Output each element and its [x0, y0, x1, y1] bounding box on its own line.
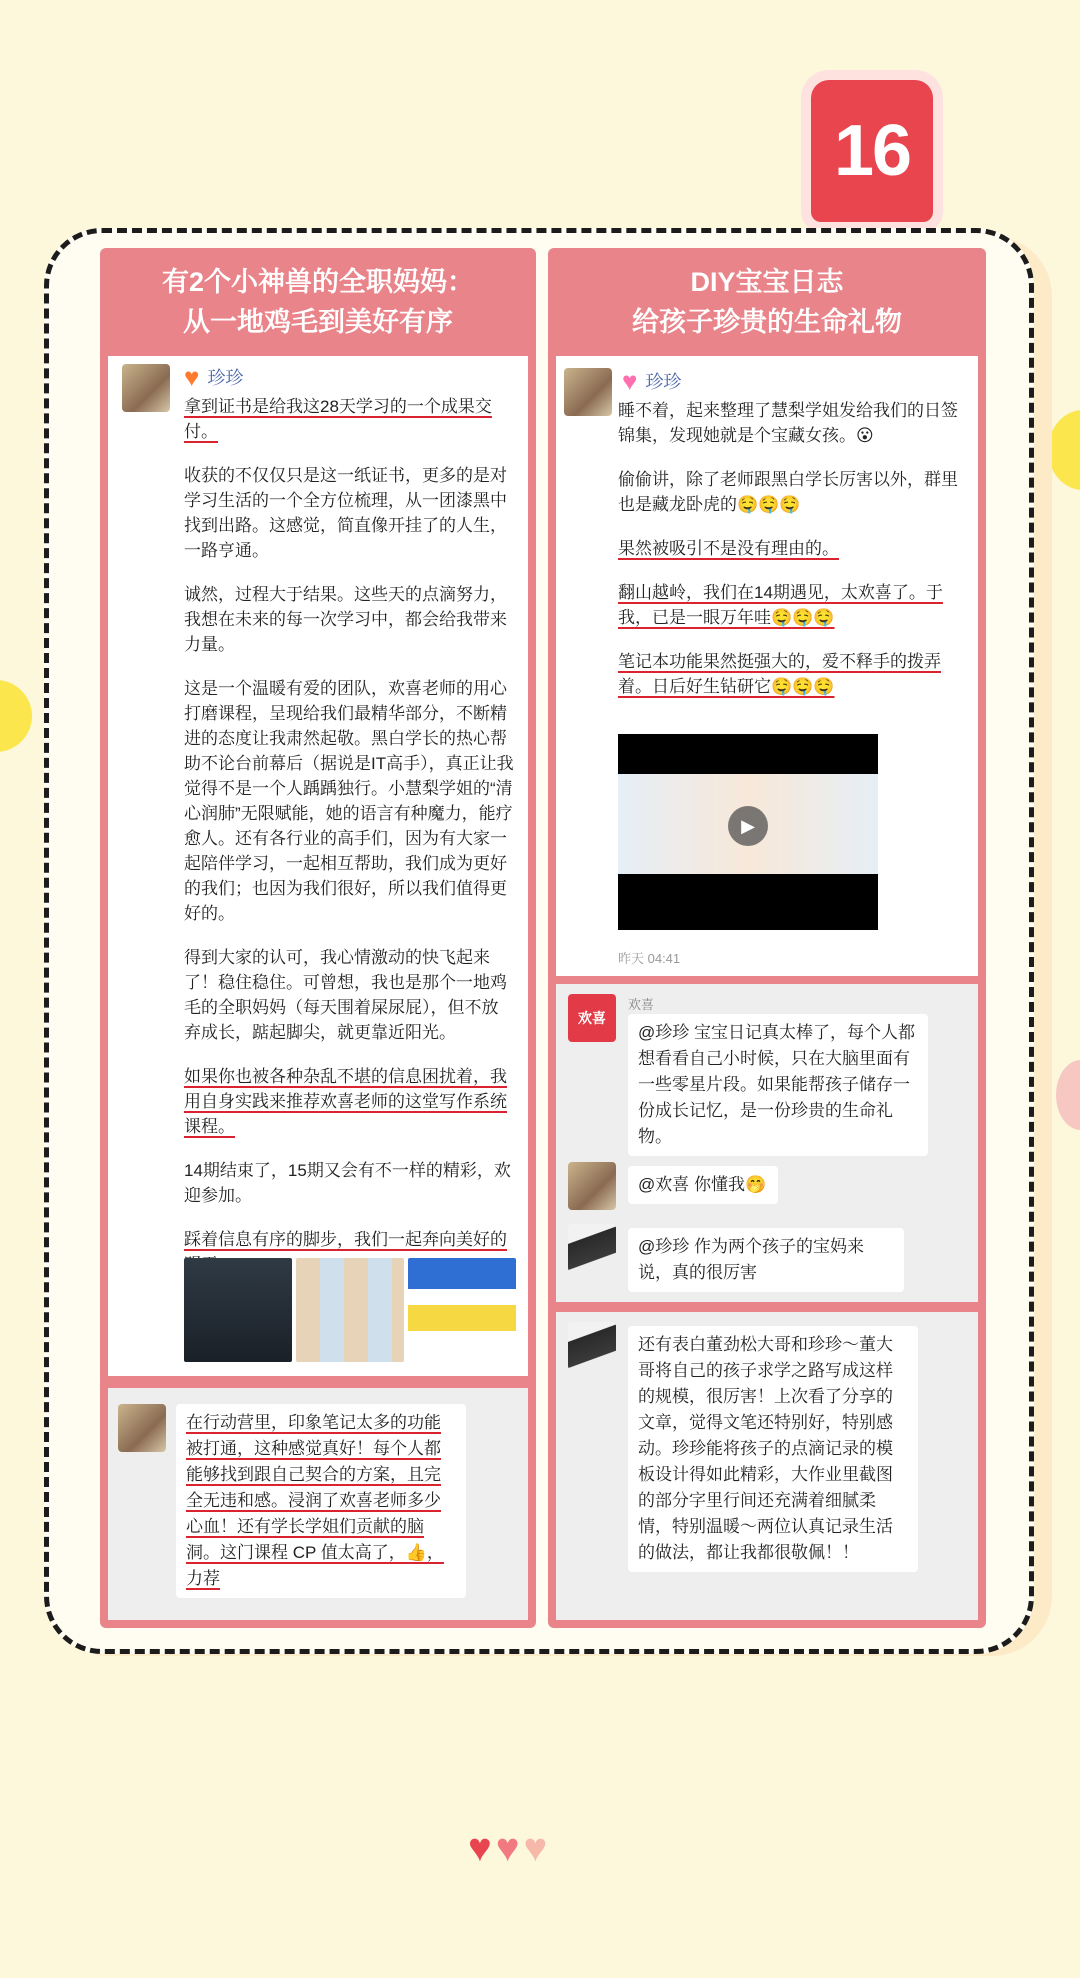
avatar[interactable] [122, 364, 170, 412]
footer-hearts [468, 1828, 547, 1868]
post-paragraph: 如果你也被各种杂乱不堪的信息困扰着，我用自身实践来推荐欢喜老师的这堂写作系统课程。 [184, 1067, 507, 1136]
right-column [548, 248, 986, 1628]
heart-icon: ♥ [622, 366, 638, 396]
chat-sender-name: 欢喜 [628, 997, 655, 1012]
deco-circle-right-pink [1056, 1060, 1080, 1130]
left-header-line1: 有2个小神兽的全职妈妈： [161, 267, 474, 297]
post-paragraph: 偷偷讲，除了老师跟黑白学长厉害以外，群里也是藏龙卧虎的🤤🤤🤤 [618, 470, 958, 514]
group-photos-thumbnail[interactable] [296, 1258, 404, 1362]
post-paragraph: 诚然，过程大于结果。这些天的点滴努力，我想在未来的每一次学习中，都会给我带来力量。 [184, 585, 507, 654]
left-chat-panel [108, 1388, 528, 1620]
heart-icon: ♥ [184, 362, 200, 392]
right-chat-panel-2 [556, 1312, 978, 1620]
left-column-header [100, 248, 536, 348]
chat-bubble: 还有表白董劲松大哥和珍珍～董大哥将自己的孩子求学之路写成这样的规模，很厉害！上次看了分享的文章，觉得文笔还特别好，特别感动。珍珍能将孩子的点滴记录的模板设计得如此精彩，大作业里截图的部分字里行间还充满着细腻柔情，特别温暖～两位认真记录生活的做法，都让我都很敬佩！！ [628, 1326, 918, 1572]
right-chat-panel [556, 984, 978, 1302]
post-timestamp: 昨天 04:41 [618, 951, 681, 966]
author-name[interactable]: 珍珍 [207, 368, 244, 388]
right-post-text [618, 398, 968, 718]
post-paragraph: 踩着信息有序的脚步，我们一起奔向美好的 [184, 1230, 507, 1249]
chat-bubble: @珍珍 作为两个孩子的宝妈来说，真的很厉害 [628, 1228, 904, 1292]
right-header-line2: 给孩子珍贵的生命礼物 [632, 307, 902, 337]
heart-icon: ♥ [468, 1826, 492, 1870]
chat-bubble: @珍珍 宝宝日记真太棒了，每个人都想看看自己小时候，只在大脑里面有一些零星片段。如果能帮孩子储存一份成长记忆，是一份珍贵的生命礼物。 [628, 1014, 928, 1156]
heart-icon: ♥ [495, 1826, 520, 1870]
right-post-card [556, 356, 978, 976]
poster-thumbnail[interactable] [408, 1258, 516, 1362]
deco-circle-left [0, 680, 32, 752]
certificate-thumbnail[interactable] [184, 1258, 292, 1362]
post-author [622, 368, 681, 394]
avatar[interactable] [568, 1224, 616, 1272]
left-header-line2: 从一地鸡毛到美好有序 [183, 307, 453, 337]
post-paragraph: 果然被吸引不是没有理由的。 [618, 539, 839, 558]
right-column-header [548, 248, 986, 348]
page-number-badge: 16 [811, 80, 933, 222]
chat-bubble: 在行动营里，印象笔记太多的功能被打通，这种感觉真好！每个人都能够找到跟自己契合的方案，且完全无违和感。浸润了欢喜老师多少心血！还有学长学姐们贡献的脑洞。这门课程 CP 值太高了，👍，力荐 [176, 1404, 466, 1598]
post-paragraph: 这是一个温暖有爱的团队，欢喜老师的用心打磨课程，呈现给我们最精华部分，不断精进的态度让我肃然起敬。黑白学长的热心帮助不论台前幕后（据说是IT高手），真正让我觉得不是一个人踽踽独行。小慧梨学姐的“清心润肺”无限赋能，她的语言有种魔力，能疗愈人。还有各行业的高手们，因为有大家一起陪伴学习，一起相互帮助，我们成为更好的我们；也因为我们很好，所以我们值得更好的。 [184, 679, 514, 923]
post-paragraph: 拿到证书是给我这28天学习的一个成果交付。 [184, 397, 492, 441]
post-author [184, 364, 243, 390]
left-column [100, 248, 536, 1628]
left-post-text [184, 394, 514, 1296]
avatar[interactable] [118, 1404, 166, 1452]
avatar[interactable] [568, 1322, 616, 1370]
left-post-card [108, 356, 528, 1376]
deco-circle-right [1048, 410, 1080, 490]
post-paragraph: 收获的不仅仅只是这一纸证书，更多的是对学习生活的一个全方位梳理，从一团漆黑中找到出路。这感觉，简直像开挂了的人生，一路亨通。 [184, 466, 507, 560]
play-icon[interactable]: ▶ [728, 806, 768, 846]
post-paragraph: 笔记本功能果然挺强大的，爱不释手的拨弄着。日后好生钻研它🤤🤤🤤 [618, 652, 941, 696]
post-paragraph: 得到大家的认可，我心情激动的快飞起来了！稳住稳住。可曾想，我也是那个一地鸡毛的全职妈妈（每天围着屎尿屁），但不放弃成长，踮起脚尖，就更靠近阳光。 [184, 948, 507, 1042]
heart-icon: ♥ [523, 1826, 548, 1870]
author-name[interactable]: 珍珍 [645, 372, 682, 392]
video-player[interactable] [618, 734, 878, 930]
post-paragraph: 翻山越岭，我们在14期遇见，太欢喜了。于我，已是一眼万年哇🤤🤤🤤 [618, 583, 943, 627]
right-header-line1: DIY宝宝日志 [690, 267, 844, 297]
avatar[interactable] [568, 1162, 616, 1210]
huanxi-logo-avatar[interactable]: 欢喜 [568, 994, 616, 1042]
avatar[interactable] [564, 368, 612, 416]
post-paragraph: 睡不着，起来整理了慧梨学姐发给我们的日签锦集，发现她就是个宝藏女孩。😮 [618, 401, 958, 445]
chat-bubble: @欢喜 你懂我🤭 [628, 1166, 778, 1204]
post-thumbnails [184, 1258, 516, 1362]
post-paragraph: 14期结束了，15期又会有不一样的精彩，欢迎参加。 [184, 1161, 511, 1205]
